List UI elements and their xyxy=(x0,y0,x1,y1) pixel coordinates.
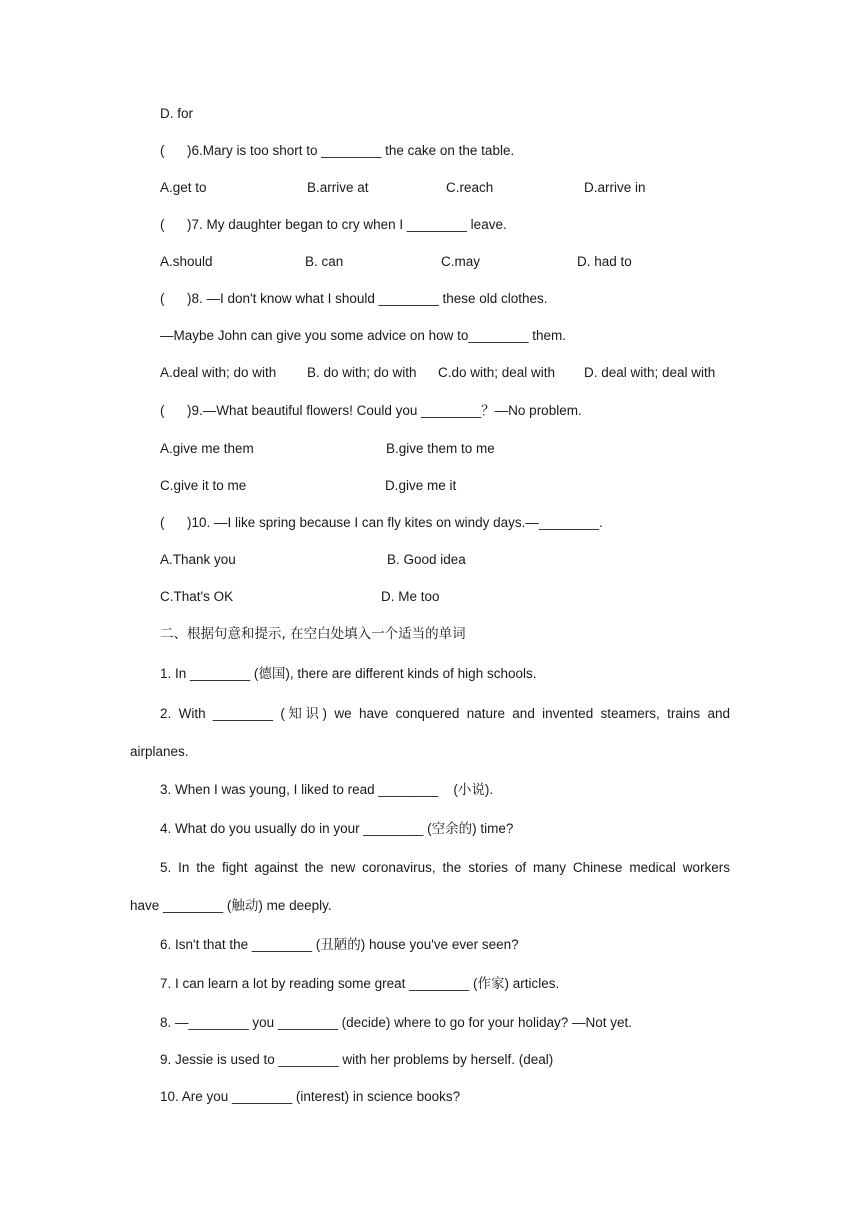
option-a: A.give me them xyxy=(160,441,254,456)
option-d: D. had to xyxy=(577,254,632,269)
question-8: ( )8. —I don't know what I should ________ these old clothes. xyxy=(160,291,548,306)
sentence-2-line2: airplanes. xyxy=(130,744,189,759)
question-8-reply: —Maybe John can give you some advice on how to________ them. xyxy=(160,328,567,343)
sentence-5-line1: 5. In the fight against the new coronavirus, the stories of many Chinese medical workers xyxy=(160,860,730,875)
option-a: A.should xyxy=(160,254,213,269)
sentence-6: 6. Isn't that the ________ (丑陋的) house you've ever seen? xyxy=(160,937,519,952)
option-a: A.deal with; do with xyxy=(160,365,277,380)
sentence-10: 10. Are you ________ (interest) in science books? xyxy=(160,1089,461,1104)
option-c: C.may xyxy=(441,254,481,269)
sentence-9: 9. Jessie is used to ________ with her problems by herself. (deal) xyxy=(160,1052,554,1067)
sentence-8: 8. —________ you ________ (decide) where to go for your holiday? —Not yet. xyxy=(160,1015,633,1030)
sentence-7: 7. I can learn a lot by reading some great ________ (作家) articles. xyxy=(160,976,560,991)
option-b: B.arrive at xyxy=(307,180,369,195)
option-d: D. deal with; deal with xyxy=(584,365,716,380)
sentence-3: 3. When I was young, I liked to read ________ (小说). xyxy=(160,782,494,797)
option-d: D.arrive in xyxy=(584,180,646,195)
option-b: B. Good idea xyxy=(387,552,466,567)
sentence-5-line2: have ________ (触动) me deeply. xyxy=(130,898,332,913)
option-c: C.give it to me xyxy=(160,478,247,493)
option-a: A.Thank you xyxy=(160,552,236,567)
option-c: C.That's OK xyxy=(160,589,234,604)
option-b: B.give them to me xyxy=(386,441,495,456)
option-c: C.reach xyxy=(446,180,494,195)
question-7: ( )7. My daughter began to cry when I ________ leave. xyxy=(160,217,507,232)
sentence-1: 1. In ________ (德国), there are different kinds of high schools. xyxy=(160,666,537,681)
section-two-heading: 二、根据句意和提示, 在空白处填入一个适当的单词 xyxy=(160,626,466,642)
option-c: C.do with; deal with xyxy=(438,365,556,380)
option-b: B. can xyxy=(305,254,344,269)
option-a: A.get to xyxy=(160,180,207,195)
option-d: D. Me too xyxy=(381,589,440,604)
sentence-4: 4. What do you usually do in your ________ (空余的) time? xyxy=(160,821,514,836)
question-10: ( )10. —I like spring because I can fly kites on windy days.—________. xyxy=(160,515,603,530)
question-6: ( )6.Mary is too short to ________ the cake on the table. xyxy=(160,143,515,158)
option-d: D.give me it xyxy=(385,478,457,493)
option-d-for: D. for xyxy=(160,106,194,121)
question-9: ( )9.—What beautiful flowers! Could you ________？—No problem. xyxy=(160,403,582,418)
sentence-2-line1: 2. With ________ (知识) we have conquered nature and invented steamers, trains and xyxy=(160,706,730,721)
option-b: B. do with; do with xyxy=(307,365,417,380)
